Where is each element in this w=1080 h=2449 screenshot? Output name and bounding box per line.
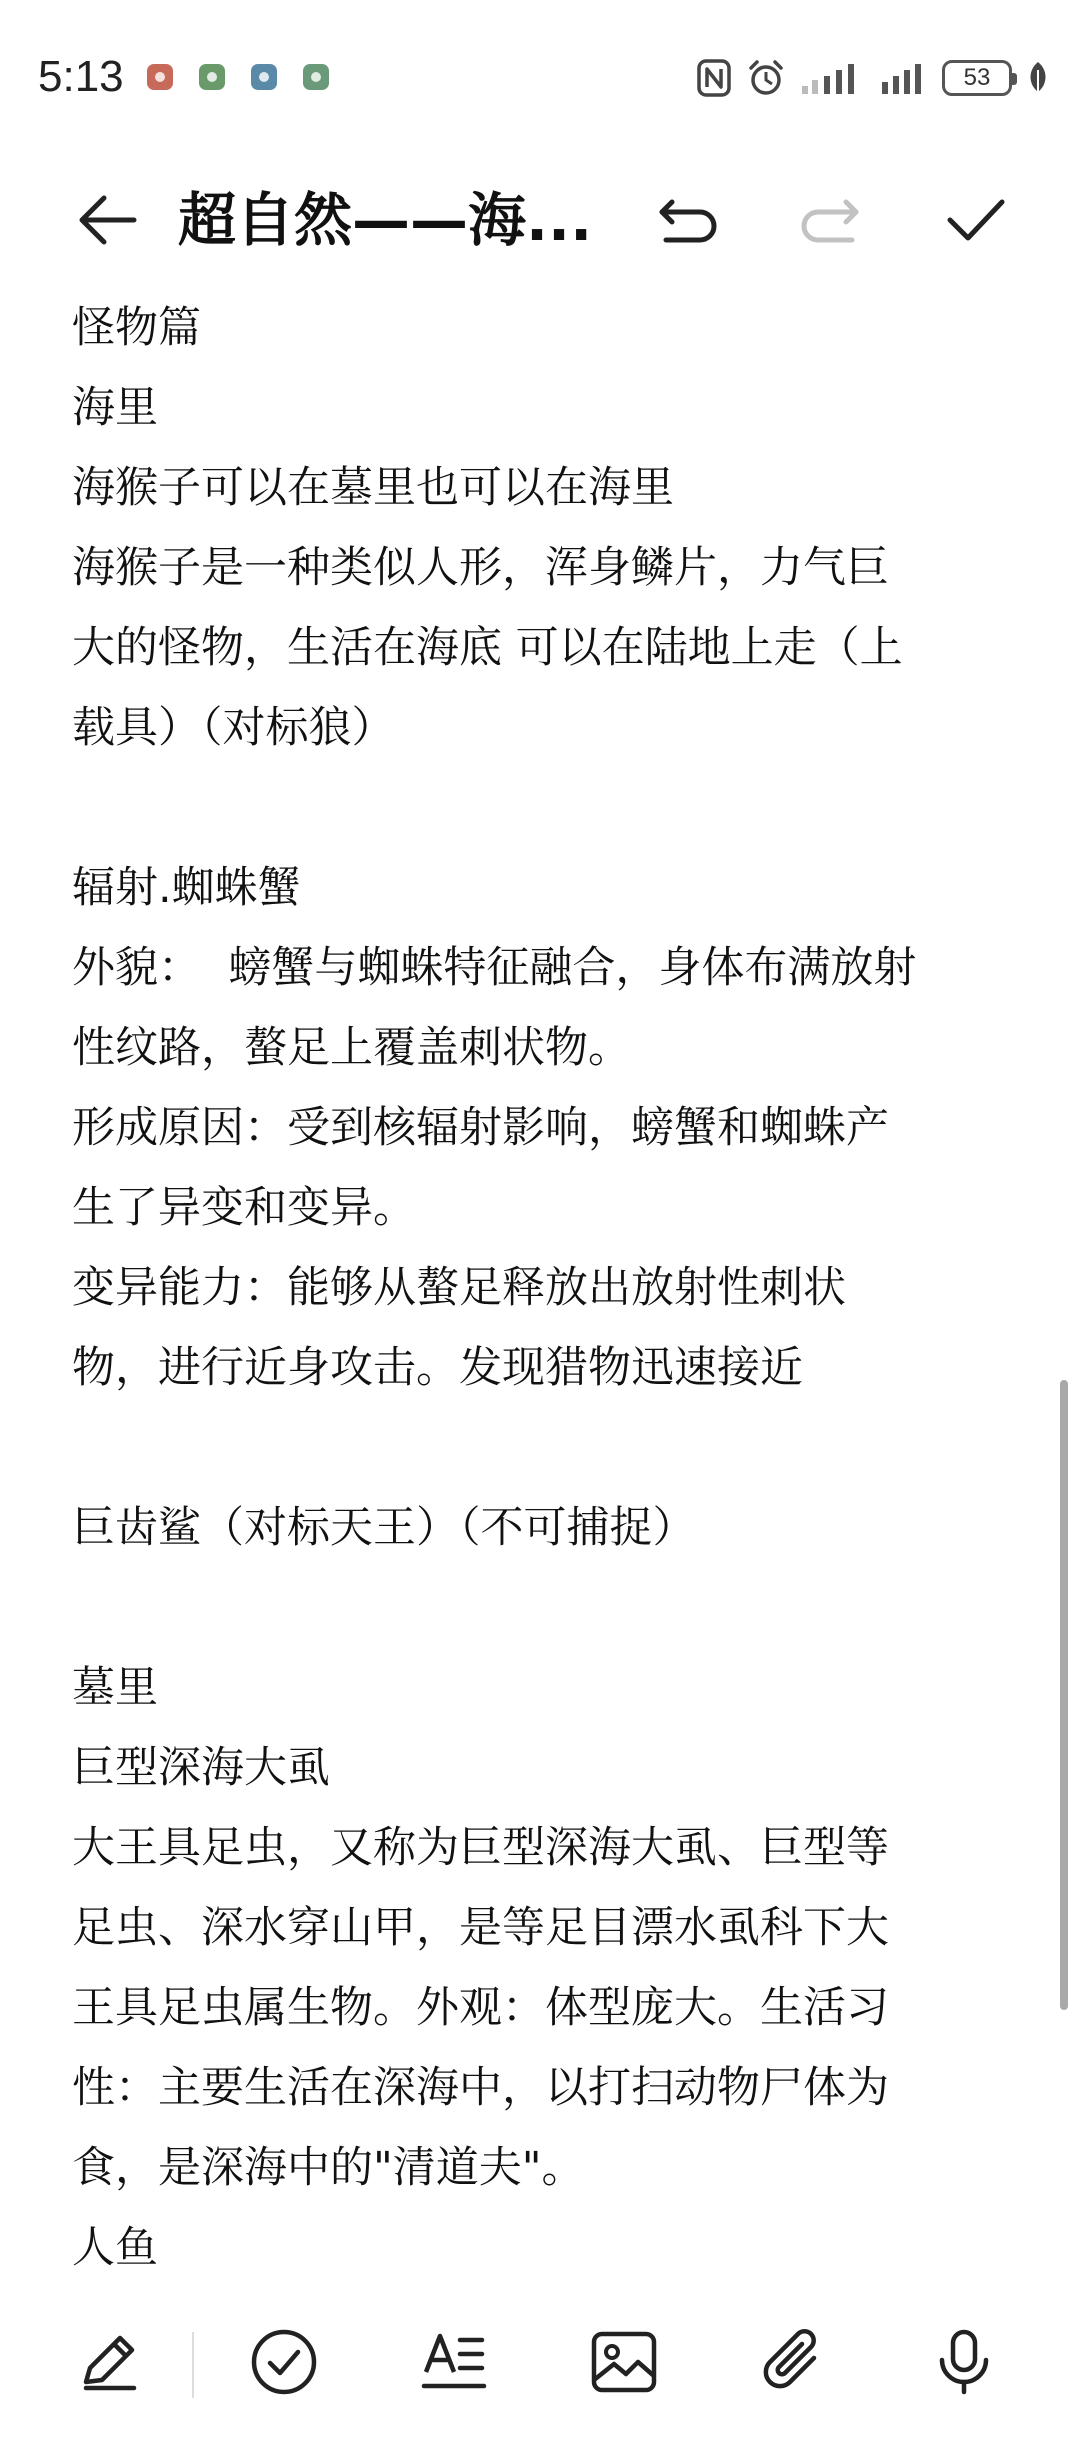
redo-icon xyxy=(798,196,862,244)
note-line: 墓里 xyxy=(72,1663,158,1713)
note-line: 怪物篇 xyxy=(72,303,201,353)
notification-icon-1 xyxy=(147,64,173,90)
note-line: 大王具足虫，又称为巨型深海大虱、巨型等 xyxy=(72,1823,889,1873)
checkmark-icon xyxy=(944,196,1008,244)
redo-button[interactable] xyxy=(790,180,870,260)
nfc-icon xyxy=(696,58,732,98)
note-line: 变异能力：能够从螯足释放出放射性刺状 xyxy=(72,1263,846,1313)
checklist-button[interactable] xyxy=(244,2322,324,2402)
image-icon xyxy=(590,2330,658,2394)
notification-icon-3 xyxy=(251,64,277,90)
notification-icon-4 xyxy=(303,64,329,90)
pen-icon xyxy=(76,2330,140,2394)
note-line: 物，进行近身攻击。发现猎物迅速接近 xyxy=(72,1343,803,1393)
note-line: 巨型深海大虱 xyxy=(72,1743,330,1793)
insert-image-button[interactable] xyxy=(584,2322,664,2402)
status-time: 5:13 xyxy=(38,52,124,101)
note-line: 海里 xyxy=(72,383,158,433)
attachment-button[interactable] xyxy=(754,2322,834,2402)
microphone-icon xyxy=(936,2328,992,2396)
note-line: 人鱼 xyxy=(72,2223,158,2273)
checklist-icon xyxy=(250,2328,318,2396)
attachment-icon xyxy=(760,2328,828,2396)
note-line: 载具）（对标狼） xyxy=(72,703,395,753)
note-line: 大的怪物，生活在海底 可以在陆地上走（上 xyxy=(72,623,903,673)
text-format-icon xyxy=(420,2330,488,2394)
note-line: 王具足虫属生物。外观：体型庞大。生活习 xyxy=(72,1983,889,2033)
note-title[interactable]: 超自然——海... xyxy=(178,186,593,254)
note-line: 外貌： 螃蟹与蜘蛛特征融合，身体布满放射 xyxy=(72,943,917,993)
note-line xyxy=(72,1408,1012,1488)
note-line: 巨齿鲨（对标天王）（不可捕捉） xyxy=(72,1503,696,1553)
notification-icon-2 xyxy=(199,64,225,90)
back-arrow-icon xyxy=(76,192,140,248)
note-header xyxy=(0,160,1080,270)
text-format-button[interactable] xyxy=(414,2322,494,2402)
handwriting-button[interactable] xyxy=(68,2322,148,2402)
note-line: 食，是深海中的"清道夫"。 xyxy=(72,2143,585,2193)
note-line xyxy=(72,1568,1012,1648)
note-line xyxy=(72,768,1012,848)
note-line: 性：主要生活在深海中，以打扫动物尸体为 xyxy=(72,2063,889,2113)
alarm-icon xyxy=(746,58,786,98)
back-button[interactable] xyxy=(68,180,148,260)
note-line: 海猴子是一种类似人形，浑身鳞片，力气巨 xyxy=(72,543,889,593)
leaf-icon xyxy=(1026,60,1050,96)
undo-icon xyxy=(656,196,720,244)
note-line: 形成原因：受到核辐射影响，螃蟹和蜘蛛产 xyxy=(72,1103,889,1153)
status-bar xyxy=(0,0,1080,160)
status-icons xyxy=(696,56,1050,100)
undo-button[interactable] xyxy=(648,180,728,260)
note-line: 性纹路，螯足上覆盖刺状物。 xyxy=(72,1023,631,1073)
signal-icon-sim2 xyxy=(880,60,928,96)
note-line: 足虫、深水穿山甲，是等足目漂水虱科下大 xyxy=(72,1903,889,1953)
toolbar-divider xyxy=(192,2332,194,2398)
scrollbar[interactable] xyxy=(1060,1380,1068,2010)
note-line: 生了异变和变异。 xyxy=(72,1183,416,1233)
note-editor[interactable] xyxy=(72,288,1012,2278)
done-button[interactable] xyxy=(936,180,1016,260)
bottom-toolbar xyxy=(0,2292,1080,2432)
note-line: 辐射.蜘蛛蟹 xyxy=(72,863,301,913)
voice-input-button[interactable] xyxy=(924,2322,1004,2402)
signal-icon-sim1 xyxy=(800,60,866,96)
battery-icon: 53 xyxy=(942,60,1012,96)
note-line: 海猴子可以在墓里也可以在海里 xyxy=(72,463,674,513)
